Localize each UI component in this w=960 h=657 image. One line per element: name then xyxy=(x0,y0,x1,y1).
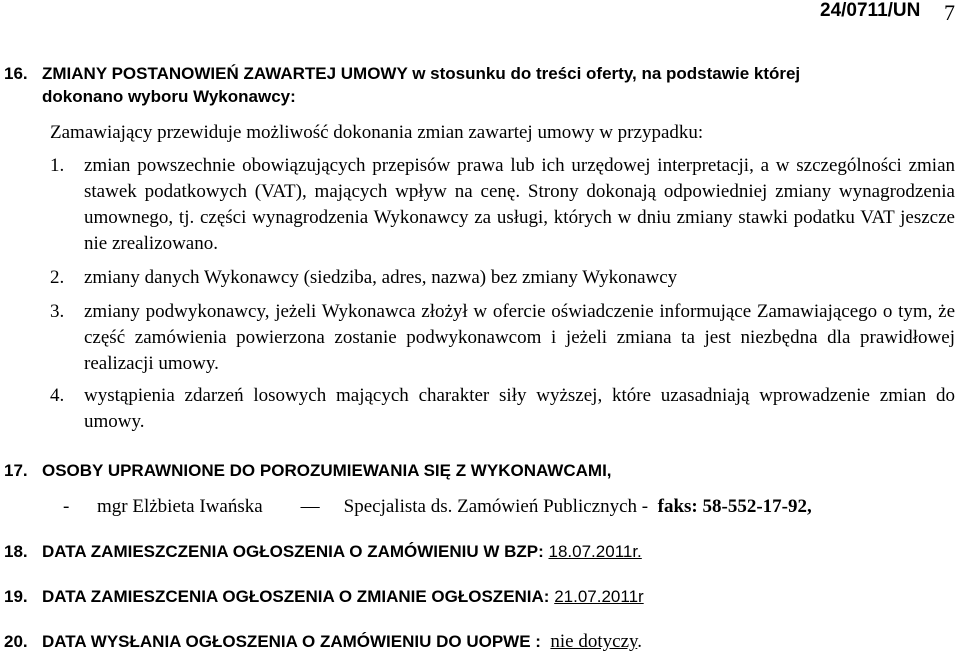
section-title: ZMIANY POSTANOWIEŃ ZAWARTEJ UMOWY w stosunku do treści oferty, na podstawie której xyxy=(42,64,801,83)
contact-fax: faks: 58-552-17-92, xyxy=(657,496,812,517)
list-number: 4. xyxy=(50,385,65,406)
section-19-heading xyxy=(0,585,644,608)
list-text: zmian powszechnie obowiązujących przepisów prawa lub ich urzędowej interpretacji, a w szczególności zmian stawek podatkowych (VAT), mających wpływ na cenę. Strony dokonają odpowiedniej zmiany wynagrodzenia umownego, tj. części wynagrodzenia Wykonawcy za usługi, których w dniu zmiany stawki podatku VAT jeszcze nie zrealizowano. xyxy=(84,155,955,254)
contact-role: Specjalista ds. Zamówień Publicznych - xyxy=(343,496,649,517)
section-number: 17. xyxy=(4,461,28,480)
section-number: 18. xyxy=(4,542,28,561)
section-title: DATA ZAMIESZCENIA OGŁOSZENIA O ZMIANIE OGŁOSZENIA: xyxy=(42,587,550,606)
section-16-heading xyxy=(0,62,800,85)
list-text: zmiany danych Wykonawcy (siedziba, adres, nazwa) bez zmiany Wykonawcy xyxy=(84,267,678,288)
section-20-heading xyxy=(0,630,642,653)
list-text: wystąpienia zdarzeń losowych mających charakter siły wyższej, które uzasadniają wprowadzenie zmian do umowy. xyxy=(84,385,955,432)
list-item xyxy=(50,153,955,257)
list-dash: - xyxy=(63,496,70,517)
uopwe-value: nie dotyczy xyxy=(550,631,638,652)
trailing-period: . xyxy=(637,631,643,652)
page-number: 7 xyxy=(944,0,955,25)
contact-person xyxy=(63,494,812,520)
section-title: DATA ZAMIESZCZENIA OGŁOSZENIA O ZAMÓWIENIU W BZP: xyxy=(42,542,544,561)
section-17-heading xyxy=(0,459,612,482)
list-number: 2. xyxy=(50,267,65,288)
section-16-heading-cont: dokonano wyboru Wykonawcy: xyxy=(42,87,296,106)
separator-dash: — xyxy=(300,496,320,517)
contact-name: mgr Elżbieta Iwańska xyxy=(97,496,263,517)
list-text: zmiany podwykonawcy, jeżeli Wykonawca złożył w ofercie oświadczenie informujące Zamawiającego o tym, że część zamówienia powierzona zostanie podwykonawcom i jeżeli zmiana ta jest niezbędna dla prawidłowej realizacji umowy. xyxy=(84,301,955,374)
list-item xyxy=(50,265,955,291)
section-number: 16. xyxy=(4,64,28,83)
bzp-date: 18.07.2011r. xyxy=(548,542,642,561)
section-16-intro: Zamawiający przewiduje możliwość dokonania zmian zawartej umowy w przypadku: xyxy=(50,122,704,143)
list-number: 1. xyxy=(50,155,65,176)
section-number: 20. xyxy=(4,632,28,651)
list-number: 3. xyxy=(50,301,65,322)
section-title: DATA WYSŁANIA OGŁOSZENIA O ZAMÓWIENIU DO UOPWE : xyxy=(42,632,541,651)
list-item xyxy=(50,383,955,435)
change-date: 21.07.2011r xyxy=(554,587,644,606)
section-title: OSOBY UPRAWNIONE DO POROZUMIEWANIA SIĘ Z WYKONAWCAMI, xyxy=(42,461,612,480)
section-number: 19. xyxy=(4,587,28,606)
document-reference: 24/0711/UN xyxy=(820,0,921,21)
list-item xyxy=(50,299,955,377)
section-18-heading xyxy=(0,540,642,563)
